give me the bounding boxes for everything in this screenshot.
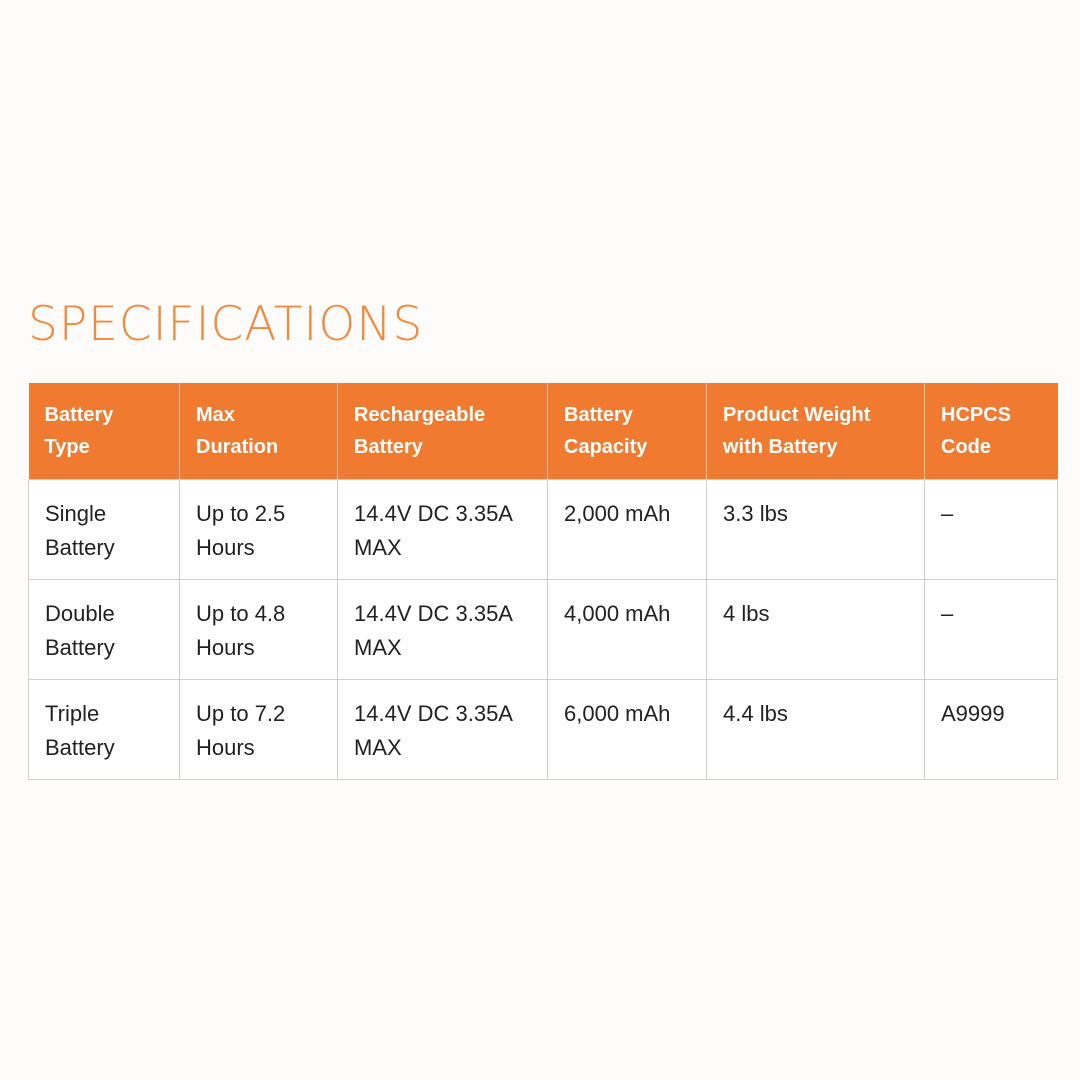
cell-battery-type	[29, 479, 180, 579]
cell-line: 14.4V DC 3.35A	[354, 700, 513, 726]
header-line: HCPCS	[941, 404, 1012, 426]
cell-line: Single	[45, 500, 107, 526]
header-max-duration	[180, 383, 338, 479]
header-product-weight	[707, 383, 925, 479]
cell-battery-capacity	[548, 479, 707, 579]
header-line: Product Weight	[723, 404, 871, 426]
header-line: Max	[196, 404, 235, 426]
cell-line: MAX	[354, 734, 402, 760]
cell-line: Battery	[45, 734, 115, 760]
cell-product-weight	[707, 679, 925, 779]
header-line: with Battery	[723, 436, 838, 458]
header-line: Type	[44, 436, 90, 458]
cell-line: Double	[45, 600, 115, 626]
header-line: Code	[941, 436, 991, 458]
cell-battery-type	[29, 579, 180, 679]
cell-line: Triple	[45, 700, 100, 726]
table-row	[29, 579, 1058, 679]
table-header	[29, 383, 1058, 479]
cell-line: 6,000 mAh	[564, 700, 671, 726]
cell-line: Hours	[196, 734, 255, 760]
header-rechargeable-battery	[338, 383, 548, 479]
cell-line: Up to 4.8	[196, 600, 286, 626]
page-title: SPECIFICATIONS	[28, 297, 424, 352]
table-row	[29, 679, 1058, 779]
cell-line: 2,000 mAh	[564, 500, 671, 526]
table-body	[29, 479, 1058, 779]
cell-rechargeable-battery	[338, 679, 548, 779]
cell-product-weight	[707, 579, 925, 679]
specifications-table	[28, 383, 1058, 780]
header-line: Battery	[564, 404, 633, 426]
cell-line: 4 lbs	[723, 600, 770, 626]
header-battery-capacity	[548, 383, 707, 479]
cell-line: MAX	[354, 534, 402, 560]
cell-line: MAX	[354, 634, 402, 660]
header-hcpcs-code	[925, 383, 1058, 479]
cell-line: Battery	[45, 534, 115, 560]
cell-line: 4,000 mAh	[564, 600, 671, 626]
cell-hcpcs-code	[925, 679, 1058, 779]
cell-product-weight	[707, 479, 925, 579]
cell-hcpcs-code	[925, 479, 1058, 579]
cell-line: –	[941, 500, 954, 526]
cell-rechargeable-battery	[338, 479, 548, 579]
cell-max-duration	[180, 679, 338, 779]
header-line: Duration	[196, 436, 279, 458]
cell-line: 3.3 lbs	[723, 500, 788, 526]
cell-max-duration	[180, 579, 338, 679]
cell-line: 14.4V DC 3.35A	[354, 600, 513, 626]
cell-line: Up to 2.5	[196, 500, 286, 526]
cell-line: 4.4 lbs	[723, 700, 788, 726]
cell-rechargeable-battery	[338, 579, 548, 679]
header-battery-type	[29, 383, 180, 479]
cell-battery-type	[29, 679, 180, 779]
cell-line: Up to 7.2	[196, 700, 286, 726]
cell-line: A9999	[941, 700, 1005, 726]
header-line: Battery	[44, 404, 114, 426]
cell-battery-capacity	[548, 579, 707, 679]
table-row	[29, 479, 1058, 579]
header-line: Battery	[354, 436, 423, 458]
cell-line: Hours	[196, 534, 255, 560]
cell-battery-capacity	[548, 679, 707, 779]
cell-line: 14.4V DC 3.35A	[354, 500, 513, 526]
header-line: Rechargeable	[354, 404, 486, 426]
cell-line: –	[941, 600, 954, 626]
cell-line: Battery	[45, 634, 115, 660]
cell-max-duration	[180, 479, 338, 579]
header-line: Capacity	[564, 436, 648, 458]
header-row	[29, 383, 1058, 479]
cell-line: Hours	[196, 634, 255, 660]
cell-hcpcs-code	[925, 579, 1058, 679]
